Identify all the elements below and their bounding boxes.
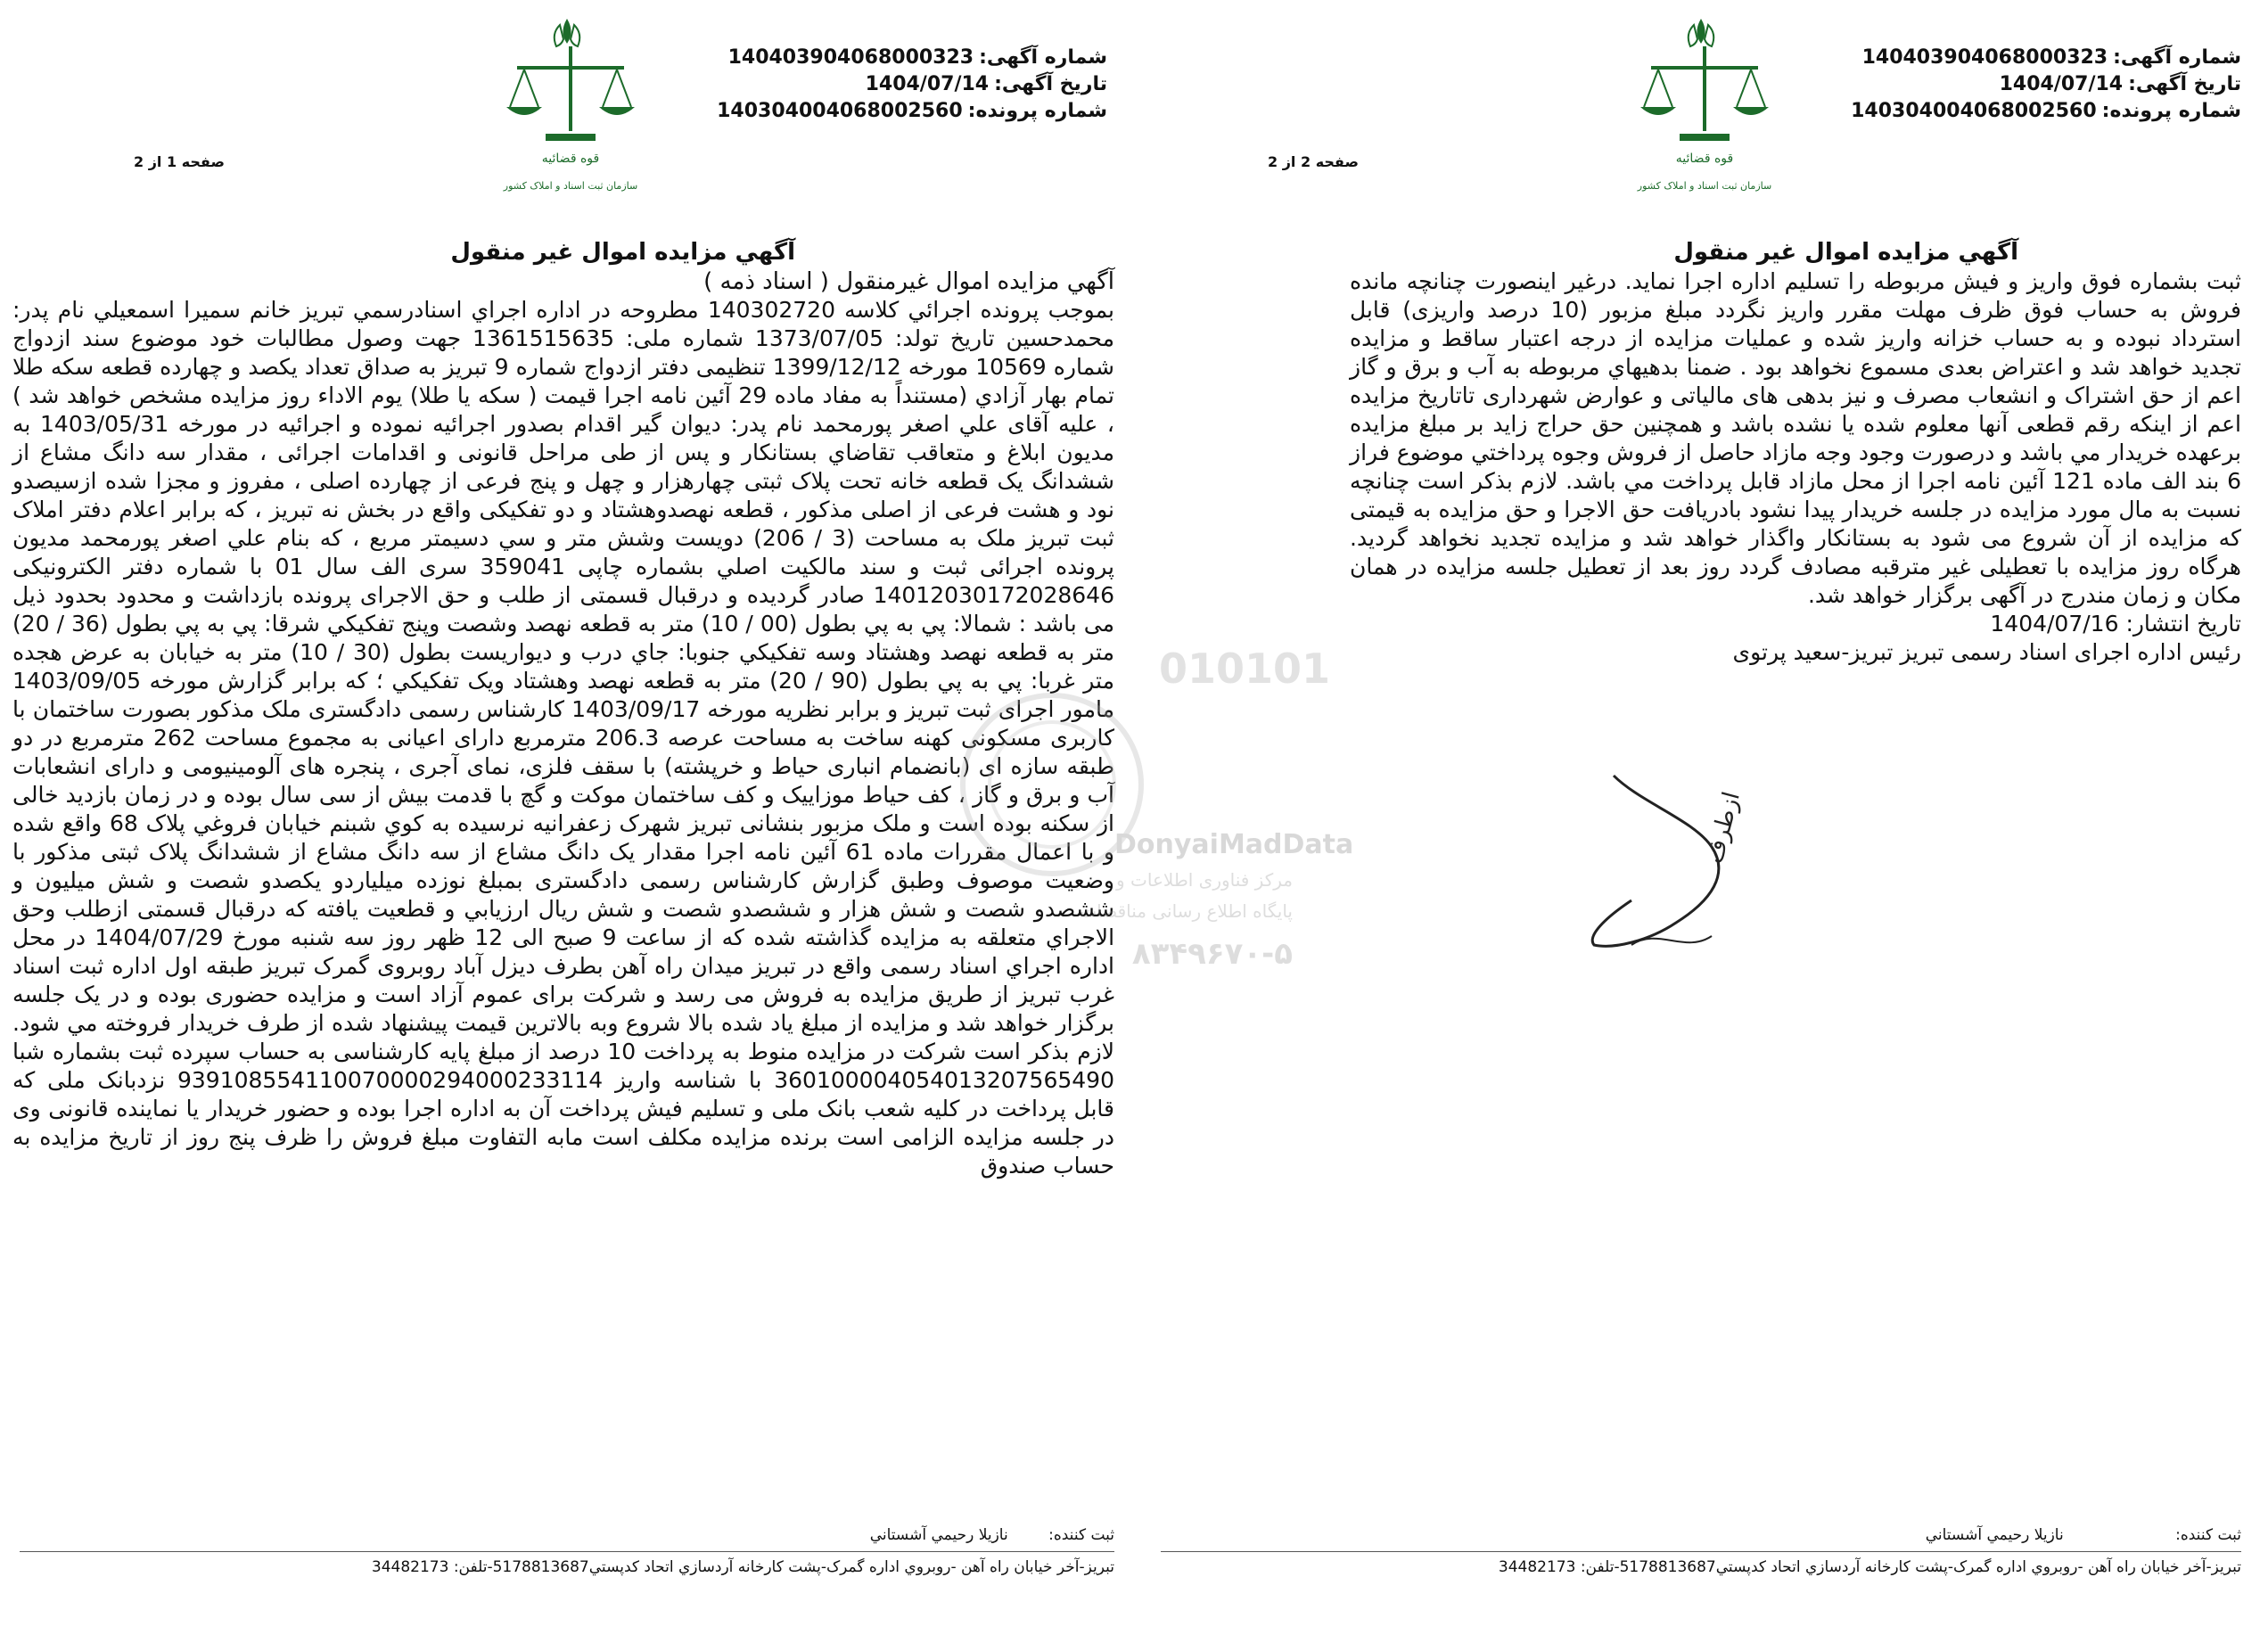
signature: [1578, 767, 1756, 981]
notice-meta: [1851, 45, 2241, 125]
notice-number: 140403904068000323: [1861, 46, 2108, 69]
judiciary-emblem-icon: [1624, 11, 1785, 198]
watermark-digits: 010101: [1159, 645, 1331, 693]
watermark-line-2: پایگاه اطلاع رسانی مناقصات: [1080, 900, 1293, 922]
file-number: 140304004068002560: [717, 100, 963, 122]
notice-body: [12, 267, 1114, 1180]
publish-date: 1404/07/16: [1990, 611, 2119, 637]
head-officer: رئيس اداره اجرای اسناد رسمی تبريز تبريز-سعيد پرتوی: [1732, 639, 2241, 665]
publish-date-line: [1350, 610, 2241, 638]
notice-meta: [717, 45, 1107, 125]
emblem-bottom-text: سازمان ثبت اسناد و املاک کشور: [503, 180, 638, 192]
notice-number: 140403904068000323: [727, 46, 974, 69]
notice-body: [1350, 267, 2241, 667]
notice-subtitle: آگهي مزايده اموال غيرمنقول ( اسناد ذمه ): [703, 268, 1114, 295]
registrar-label: ثبت كننده:: [1048, 1526, 1114, 1544]
notice-date: 1404/07/14: [865, 73, 990, 95]
body-paragraph: ثبت بشماره فوق واريز و فيش مربوطه را تسليم اداره اجرا نمايد. درغير اينصورت چنانچه مانده فروش به حساب فوق ظرف مهلت مقرر واريز نگردد مبلغ مزبور (10 درصد واريزی) قابل استرداد نبوده و به حساب خزانه واريز شده و عمليات مزايده از درجه اعتبار ساقط و مزايده تجديد خواهد شد و اعتراض بعدی مسموع نخواهد بود . ضمنا بدهيهاي مربوطه به آب و برق و گاز اعم از حق اشتراک و انشعاب مصرف و نيز بدهی های مالياتی و عوارض شهرداری تاتاريخ مزايده اعم از اينکه رقم قطعی آنها معلوم شده يا نشده باشد و همچنين حق حراج زايد بر مبلغ مزايده برعهده خريدار مي باشد و درصورت وجود وجه مازاد حاصل از فروش وجوه پرداختي موضوع فراز 6 بند الف ماده 121 آئين نامه اجرا از محل مازاد قابل پرداخت مي باشد. لازم بذکر است چنانچه نسبت به مال مورد مزايده در جلسه خريدار پيدا نشود بادريافت حق الاجرا و حق مزايده به قيمتی که مزايده از آن شروع می شود به بستانکار واگذار خواهد شد و مزايده تجديد نخواهد گرديد. هرگاه روز مزايده با تعطيلی غير مترقبه مصادف گردد روز بعد از تعطيل جلسه مزايده در همان مکان و زمان مندرج در آگهی برگزار خواهد شد.: [1350, 268, 2242, 608]
office-address: تبريز-آخر خيابان راه آهن -روبروي اداره گمرک-پشت کارخانه آردسازي اتحاد کدپستي5178813687-تلفن: 34482173: [371, 1558, 1114, 1576]
emblem-top-text: قوه قضائیه: [541, 152, 600, 166]
notice-number-label: شماره آگهی:: [2113, 46, 2241, 69]
file-number-label: شماره پرونده:: [967, 100, 1107, 122]
page-number: صفحه 1 از 2: [134, 153, 225, 170]
emblem-bottom-text: سازمان ثبت اسناد و املاک کشور: [1637, 180, 1772, 192]
registrar-label: ثبت كننده:: [2175, 1526, 2241, 1544]
registrar-line: [870, 1526, 1114, 1544]
file-number: 140304004068002560: [1851, 100, 2097, 122]
signature-text: ازطرف: [1700, 789, 1746, 867]
notice-number-label: شماره آگهی:: [979, 46, 1107, 69]
notice-date-label: تاریخ آگهی:: [2128, 73, 2241, 95]
watermark-line-1: مرکز فناوری اطلاعات و: [1116, 869, 1293, 891]
emblem-top-text: قوه قضائیه: [1675, 152, 1734, 166]
notice-date: 1404/07/14: [1999, 73, 2124, 95]
registrar-name: نازيلا رحيمي آشستاني: [1925, 1526, 2064, 1544]
page-number: صفحه 2 از 2: [1268, 153, 1359, 170]
notice-title: آگهي مزايده اموال غير منقول: [1673, 239, 2018, 266]
office-address: تبريز-آخر خيابان راه آهن -روبروي اداره گمرک-پشت کارخانه آردسازي اتحاد کدپستي5178813687-تلفن: 34482173: [1498, 1558, 2241, 1576]
publish-date-label: تاريخ انتشار:: [2125, 611, 2241, 637]
notice-date-label: تاریخ آگهی:: [994, 73, 1107, 95]
body-paragraph: بموجب پرونده اجرائي کلاسه 140302720 مطروحه در اداره اجراي اسنادرسمي تبريز خانم سميرا اسمعيلي نام پدر: محمدحسين تاريخ تولد: 1373/07/05 شماره ملی: 1361515635 جهت وصول مطالبات خود موضوع سند ازدواج شماره 10569 مورخه 1399/12/12 تنظيمی دفتر ازدواج شماره 9 تبريز به صداق تعداد يکصد و چهارده قطعه سکه طلا تمام بهار آزادي (مستنداً به مفاد ماده 29 آئين نامه اجرا قيمت ( سکه يا طلا) يوم الاداء روز مزايده مشخص خواهد شد ) ، عليه آقای علي اصغر پورمحمد نام پدر: ديوان گير اقدام بصدور اجرائيه نموده و اجرائيه در مورخه 1403/05/31 به مديون ابلاغ و متعاقب تقاضاي بستانکار و پس از طی مراحل قانونی و اقدامات اجرائی ، مقدار سه دانگ مشاع از ششدانگ يک قطعه خانه تحت پلاک ثبتی چهارهزار و چهل و پنج فرعی از چهارده اصلی ، مفروز و مجزا شده ازسيصدو نود و هشت فرعی از اصلی مذکور ، قطعه نهصدوهشتاد و دو تفکيکی واقع در بخش نه تبريز ، که برابر اعلام دفتر املاک ثبت تبريز ملک به مساحت (3 / 206) دويست وشش متر و سي دسيمتر مربع ، که بنام علي اصغر پورمحمد مديون پرونده اجرائی ثبت و سند مالکيت اصلي بشماره چاپی 359041 سری الف سال 01 با شماره دفتر الکترونيکی 14012030172028646 صادر گرديده و درقبال قسمتی از طلب و حق الاجرای پرونده بازداشت و محدود بحدود ذيل می باشد : شمالا: پي به پي بطول (00 / 10) متر به قطعه نهصد وشصت وپنج تفکيکي شرقا: پي به پي بطول (36 / 20) متر به قطعه نهصد وهشتاد وسه تفکيکي جنوبا: جاي درب و ديواريست بطول (30 / 10) متر به خيابان به عرض هجده متر غربا: پي به پي بطول (90 / 20) متر به قطعه نهصد وهشتاد ويک تفکيکي ؛ که برابر گزارش مورخه 1403/09/05 مامور اجرای ثبت تبريز و برابر نظريه مورخه 1403/09/17 کارشناس رسمی دادگستری ملک مذکور بصورت ساختمان با کاربری مسکونی کهنه ساخت به مساحت عرصه 206.3 مترمربع دارای اعيانی به مجموع مساحت 262 مترمربع در دو طبقه سازه ای (بانضمام انباری حياط و خرپشته) با سقف فلزی، نمای آجری ، پنجره های آلومينيومی و دارای انشعابات آب و برق و گاز ، کف حياط موزاييک و کف ساختمان موکت و گچ با قدمت بيش از سی سال بوده و در زمان بازديد خالی از سکنه بوده است و ملک مزبور بنشانی تبريز شهرک زعفرانيه نرسيده به کوي شبنم خيابان فروغي پلاک 68 واقع شده و با اعمال مقررات ماده 61 آئين نامه اجرا مقدار يک دانگ مشاع از سه دانگ مشاع از ششدانگ پلاک ثبتی مذکور با وضعيت موصوف وطبق گزارش کارشناس رسمی دادگستری بمبلغ نوزده ميلياردو يکصدو شصت و شش ميليون و ششصدو شصت و شش هزار و ششصدو شصت و شش ريال ارزيابي و قطعيت يافته که درقبال قسمتی ازطلب وحق الاجراي متعلقه به مزايده گذاشته شده که از ساعت 9 صبح الی 12 ظهر روز سه شنبه مورخ 1404/07/29 در محل اداره اجراي اسناد رسمی واقع در تبريز ميدان راه آهن بطرف ديزل آباد روبروی گمرک تبريز طبقه اول اداره ثبت اسناد غرب تبريز از طريق مزايده به فروش می رسد و شرکت برای عموم آزاد است و مزايده حضوری بوده و در يک جلسه برگزار خواهد شد و مزايده از مبلغ ياد شده بالا شروع وبه بالاترين قيمت پيشنهاد شده از طرف خريدار فروخته مي شود. لازم بذکر است شرکت در مزايده منوط به پرداخت 10 درصد از مبلغ پايه کارشناسی به حساب سپرده ثبت بشماره شبا 360100004054013207565490 با شناسه واريز 939108554110070000294000233114 نزدبانک ملی که قابل پرداخت در کليه شعب بانک ملی و تسليم فيش پرداخت آن به اداره اجرا بوده و حضور خريدار يا نماينده قانونی وی در جلسه مزايده الزامی است برنده مزايده مکلف است مابه التفاوت مبلغ فروش را ظرف پنج روز از تاريخ مزايده به حساب صندوق: [12, 297, 1115, 1179]
file-number-label: شماره پرونده:: [2101, 100, 2241, 122]
registrar-line: [1926, 1526, 2241, 1544]
footer-divider: [20, 1551, 1114, 1552]
watermark-phone: ۸۳۴۹۶۷۰-۵: [1131, 936, 1293, 972]
footer-divider: [1161, 1551, 2241, 1552]
watermark-brand: DonyaiMadData: [1114, 829, 1354, 860]
notice-title: آگهي مزايده اموال غير منقول: [450, 239, 795, 266]
judiciary-emblem-icon: [490, 11, 651, 198]
registrar-name: نازيلا رحيمي آشستاني: [869, 1526, 1008, 1544]
